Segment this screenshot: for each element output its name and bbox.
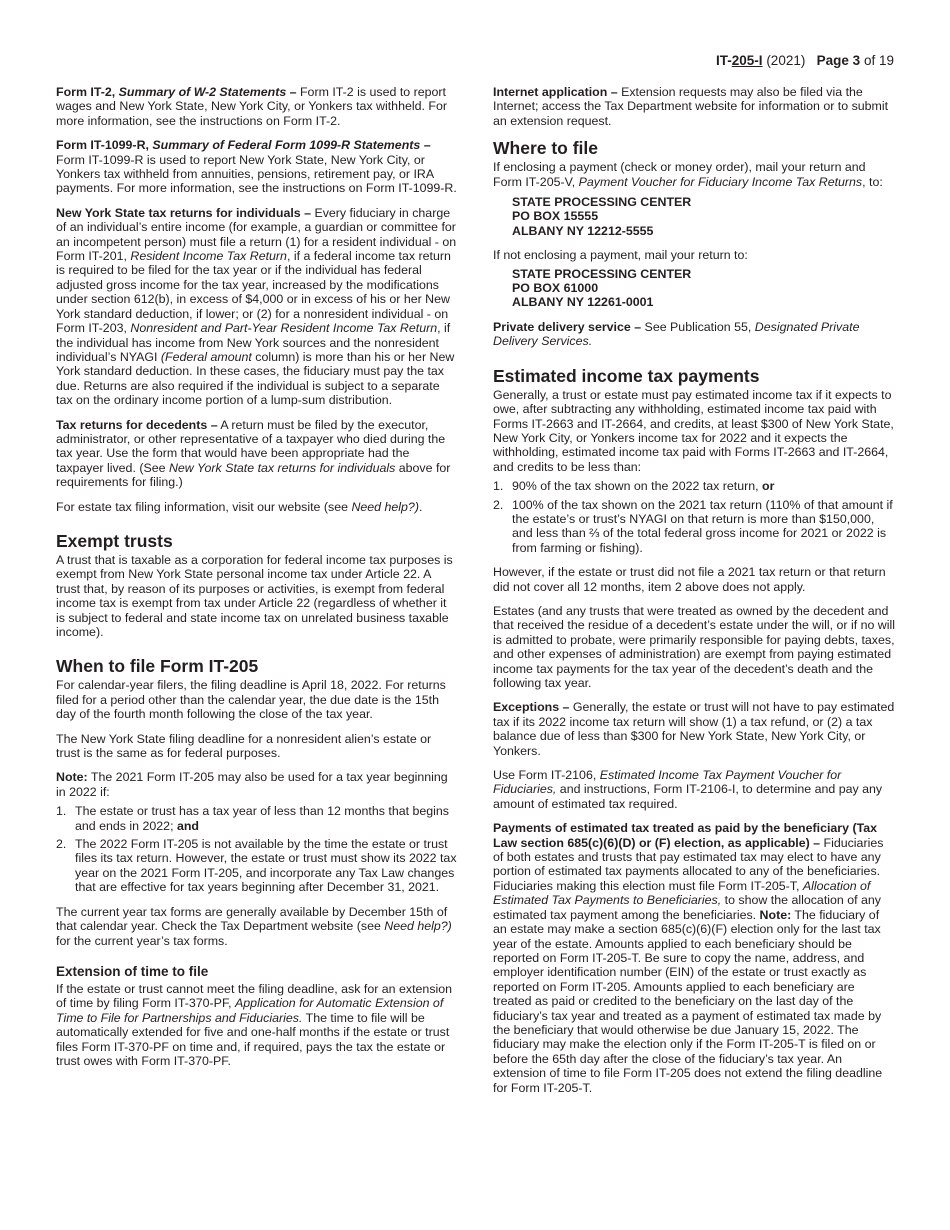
page-number: 3 <box>852 53 861 68</box>
form-year: (2021) <box>766 53 806 68</box>
page-header <box>716 53 894 69</box>
page-label: Page <box>816 53 849 68</box>
right-column <box>493 85 895 1105</box>
paragraph-nonresident-alien: The New York State filing deadline for a nonresident alien’s estate or trust is the same as for federal purposes. <box>56 731 432 761</box>
form-number: IT-205-I <box>716 53 763 68</box>
paragraph-private-delivery: Private delivery service – See Publication 55, Designated Private Delivery Services. <box>493 319 860 349</box>
paragraph-estimated-no-return: However, if the estate or trust did not file a 2021 tax return or that return did not cover all 12 months, item 2 above does not apply. <box>493 565 886 594</box>
list-estimated-tax <box>493 479 895 555</box>
paragraph-filing-deadline: For calendar-year filers, the filing deadline is April 18, 2022. For returns filed for a period other than the calendar year, the due date is the 15th day of the fourth month following the close of the tax year. <box>56 678 446 722</box>
mailing-address-without-payment: STATE PROCESSING CENTER PO BOX 61000 ALBANY NY 12261-0001 <box>512 266 692 310</box>
paragraph-current-year-forms: The current year tax forms are generally available by December 15th of that calendar year. Check the Tax Department website (see Need help?) for the current year’s tax forms. <box>56 904 452 948</box>
list-item: 2. The 2022 Form IT-205 is not available by the time the estate or trust files its tax return. However, the estate or trust must show its 2022 tax year on the 2021 Form IT-205, and incorporate any Tax Law changes that are effective for tax years beginning after December 31, 2021. <box>56 837 457 895</box>
paragraph-not-enclosing: If not enclosing a payment, mail your return to: <box>493 248 748 263</box>
paragraph-where-to-file: If enclosing a payment (check or money order), mail your return and Form IT-205-V, Payment Voucher for Fiduciary Income Tax Returns, to: <box>493 160 883 189</box>
paragraph-exempt-trusts: A trust that is taxable as a corporation for federal income tax purposes is exempt from New York State personal income tax under Article 22. A trust that, by reason of its purposes or activities, is exempt from federal income tax is exempt from tax under Article 22 (regardless of whether it is subject to federal and state income tax on unrelated business taxable income). <box>56 552 453 639</box>
paragraph-estimated-general: Generally, a trust or estate must pay estimated income tax if it expects to owe, after subtracting any withholding, estimated income tax paid with Forms IT-2663 and IT-2664, and credits, at least $300 of New York State, New York City, or Yonkers income tax for 2022 and it expects the withholding, estimated income tax paid with Forms IT-2663 and IT-2664, and credits to be less than: <box>493 387 894 474</box>
paragraph-form-it2106: Use Form IT-2106, Estimated Income Tax Payment Voucher for Fiduciaries, and instructions, Form IT-2106-I, to determine and pay any amount of estimated tax required. <box>493 768 883 811</box>
left-column <box>56 85 458 1078</box>
paragraph-estates-exempt: Estates (and any trusts that were treated as owned by the decedent and that received the residue of a decedent’s estate under the will, or if no will is admitted to probate, were primarily responsible for paying debts, taxes, and other expenses of administration) are exempt from paying estimated income tax payments for the tax year of the decedent’s death and the following tax year. <box>493 603 896 690</box>
paragraph-individual-returns: New York State tax returns for individuals – Every fiduciary in charge of an individual’s entire income (for example, a guardian or committee for an incompetent person) must file a return (1) for a resident individual - on Form IT-201, Resident Income Tax Return, if a federal income tax return is required to be filed for the tax year or if the individual has federal adjusted gross income for the tax year, increased by the modifications under section 612(b), in excess of $4,000 or in excess of his or her New York standard deduction, if lower; or (2) for a nonresident individual - on Form IT-203, Nonresident and Part-Year Resident Income Tax Return, if the individual has income from New York sources and the nonresident individual’s NYAGI (Federal amount column) is more than his or her New York standard deduction. In these cases, the fiduciary must pay the tax due. Returns are also required if the individual is subject to a separate tax on the ordinary income portion of a lump-sum distribution. <box>56 205 457 408</box>
paragraph-note: Note: The 2021 Form IT-205 may also be used for a tax year beginning in 2022 if: <box>56 770 448 799</box>
heading-when-to-file: When to file Form IT-205 <box>56 656 259 677</box>
list-when-to-file <box>56 804 458 894</box>
paragraph-internet-application: Internet application – Extension requests may also be filed via the Internet; access the Tax Department website for information or to submit an extension request. <box>493 85 889 128</box>
heading-exempt-trusts: Exempt trusts <box>56 530 173 551</box>
paragraph-form-it2: Form IT-2, Summary of W-2 Statements – Form IT-2 is used to report wages and New York State, New York City, or Yonkers tax withheld. For more information, see the instructions on Form IT-2. <box>56 85 447 128</box>
mailing-address-with-payment: STATE PROCESSING CENTER PO BOX 15555 ALBANY NY 12212-5555 <box>512 195 692 238</box>
paragraph-beneficiary-payments: Payments of estimated tax treated as paid by the beneficiary (Tax Law section 685(c)(6)(D) or (F) election, as applicable) – Fiduciaries of both estates and trusts that pay estimated tax may elect to have any portion of estimated tax payments allocated to any of the beneficiaries. Fiduciaries making this election must file Form IT-205-T, Allocation of Estimated Tax Payments to Beneficiaries, to show the allocation of any estimated tax payment among the beneficiaries. Note: The fiduciary of an estate may make a section 685(c)(6)(F) election only for the last tax year of the estate. Amounts applied to each beneficiary should be reported on Form IT-205-T. Be sure to copy the name, address, and employer identification number (EIN) of the estate or trust exactly as reported on Form IT-205. Amounts applied to each beneficiary are treated as paid or credited to the beneficiary on the last day of the fiduciary’s tax year and treated as a payment of estimated tax made by the beneficiary that would otherwise be due January 15, 2022. The fiduciary may make the election only if the Form IT-205-T is filed on or before the 65th day after the close of the fiduciary’s tax year. An extension of time to file Form IT-205 does not extend the filing deadline for Form IT-205-T. <box>493 821 884 1095</box>
paragraph-extension: If the estate or trust cannot meet the filing deadline, ask for an extension of time by filing Form IT-370-PF, Application for Automatic Extension of Time to File for Partnerships and Fiduciaries. The time to file will be automatically extended for five and one-half months if the estate or trust files Form IT-370-PF on time and, if required, pays the tax the estate or trust owes with Form IT-370-PF. <box>56 981 453 1068</box>
paragraph-decedents: Tax returns for decedents – A return must be filed by the executor, administrator, or other representative of a taxpayer who died during the tax year. Use the form that would have been appropriate had the taxpayer lived. (See New York State tax returns for individuals above for requirements for filing.) <box>56 417 451 490</box>
list-item: 1. The estate or trust has a tax year of less than 12 months that begins and ends in 2022; and <box>56 804 449 833</box>
paragraph-estate-tax: For estate tax filing information, visit our website (see Need help?). <box>56 499 423 514</box>
list-item: 1. 90% of the tax shown on the 2022 tax return, or <box>493 479 775 494</box>
heading-where-to-file: Where to file <box>493 138 599 159</box>
paragraph-form-it1099r: Form IT-1099-R, Summary of Federal Form 1099-R Statements – Form IT-1099-R is used to report New York State, New York City, or Yonkers tax withheld from annuities, pensions, retirement pay, or IRA payments. For more information, see the instructions on Form IT-1099-R. <box>56 138 457 196</box>
of-label: of <box>863 53 876 68</box>
heading-estimated-tax: Estimated income tax payments <box>493 365 760 386</box>
paragraph-exceptions: Exceptions – Generally, the estate or trust will not have to pay estimated tax if its 2022 income tax return will show (1) a tax refund, or (2) a tax balance due of less than $300 for New York State, New York City, or Yonkers. <box>493 700 895 758</box>
heading-extension: Extension of time to file <box>56 963 209 979</box>
list-item: 2. 100% of the tax shown on the 2021 tax return (110% of that amount if the estate’s or trust’s NYAGI on that return is more than $150,000, and less than ⅔ of the total federal gross income for 2021 or 2022 is from farming or fishing). <box>493 497 893 555</box>
total-pages: 19 <box>878 53 894 68</box>
